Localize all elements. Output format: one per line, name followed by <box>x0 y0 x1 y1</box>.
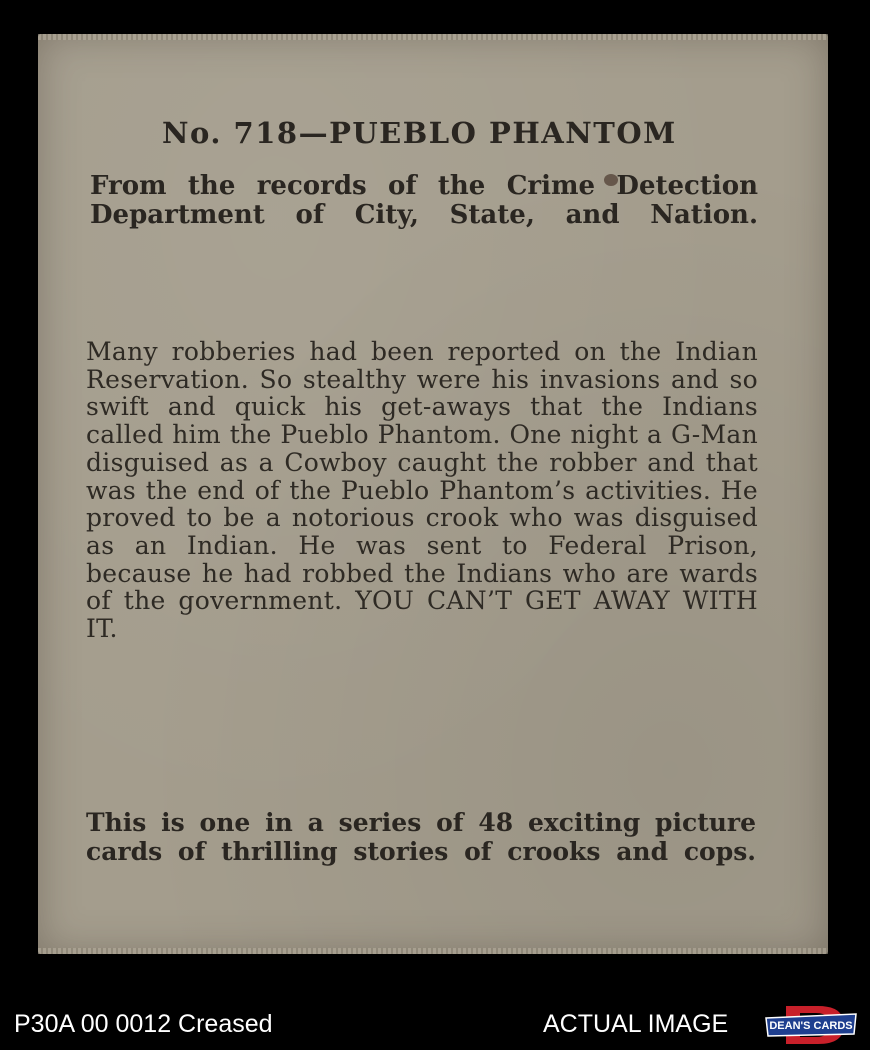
card-intro: From the records of the Crime Detection Department of City, State, and Nation. <box>90 171 758 230</box>
card-back <box>38 34 828 954</box>
card-title: No. 718—PUEBLO PHANTOM <box>162 116 677 150</box>
caption-actual-image: ACTUAL IMAGE <box>543 1010 729 1038</box>
card-story: Many robberies had been reported on the Indian Reservation. So stealthy were his invasions and so swift and quick his get-aways that the Indians called him the Pueblo Phantom. One night a G-Man disguised as a Cowboy caught the robber and that was the end of the Pueblo Phantom’s activities. He proved to be a notorious crook who was disguised as an Indian. He was sent to Federal Prison, because he had robbed the Indians who are wards of the government. YOU CAN’T GET AWAY WITH IT. <box>86 337 758 644</box>
deans-cards-logo <box>764 1004 858 1046</box>
svg-text:DEAN'S CARDS: DEAN'S CARDS <box>769 1020 853 1032</box>
caption-grade: P30A 00 0012 Creased <box>14 1010 273 1038</box>
card-footer: This is one in a series of 48 exciting picture cards of thrilling stories of crooks and cops. <box>86 808 756 866</box>
